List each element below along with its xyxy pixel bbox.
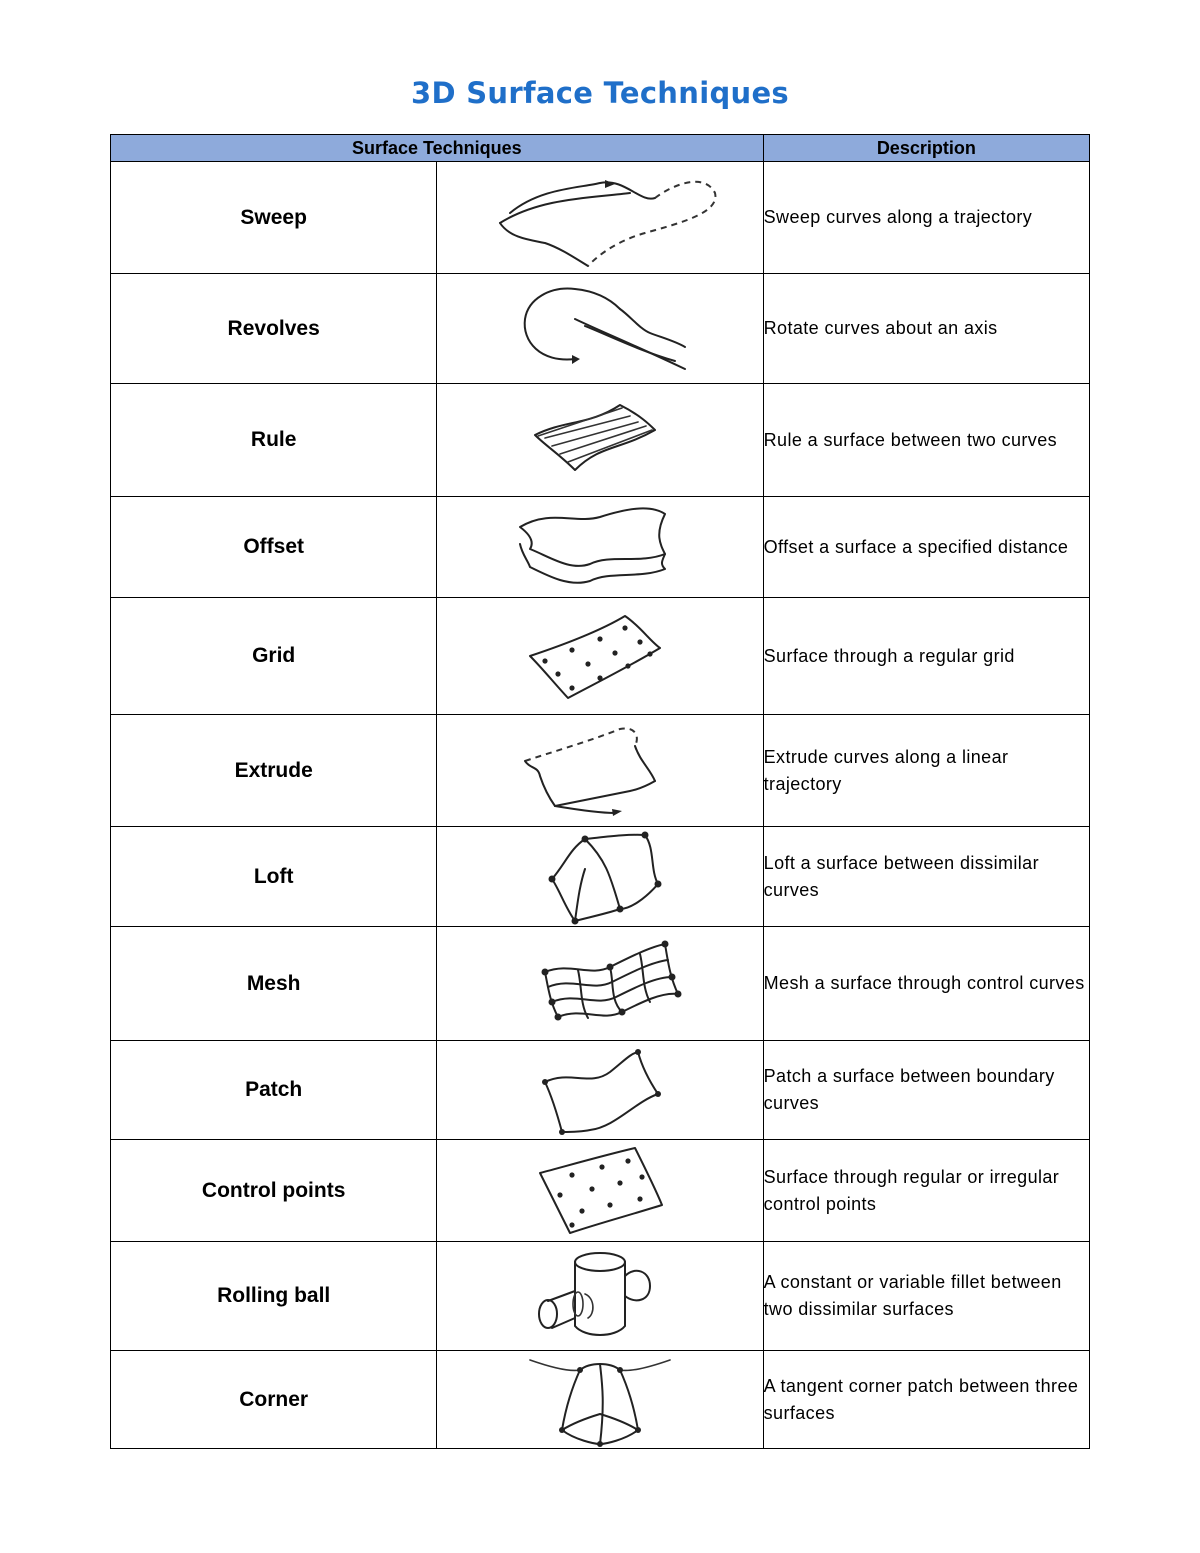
technique-name: Loft	[111, 827, 437, 927]
technique-name: Rolling ball	[111, 1242, 437, 1351]
technique-description: Offset a surface a specified distance	[763, 497, 1089, 598]
technique-illustration	[437, 384, 763, 497]
control-points-sketch-icon	[510, 1143, 690, 1239]
table-row	[111, 1140, 1090, 1242]
table-row	[111, 497, 1090, 598]
table-row	[111, 1351, 1090, 1449]
table-row	[111, 274, 1090, 384]
technique-illustration	[437, 1041, 763, 1140]
technique-illustration	[437, 1242, 763, 1351]
table-row	[111, 1041, 1090, 1140]
header-surface-techniques: Surface Techniques	[111, 135, 764, 162]
technique-description: A constant or variable fillet between two dissimilar surfaces	[763, 1242, 1089, 1351]
technique-name: Rule	[111, 384, 437, 497]
technique-description: Extrude curves along a linear trajectory	[763, 715, 1089, 827]
technique-description: Rule a surface between two curves	[763, 384, 1089, 497]
offset-sketch-icon	[490, 499, 710, 595]
technique-description: Patch a surface between boundary curves	[763, 1041, 1089, 1140]
table-row	[111, 1242, 1090, 1351]
technique-name: Offset	[111, 497, 437, 598]
technique-illustration	[437, 827, 763, 927]
loft-sketch-icon	[510, 829, 690, 925]
page-title: 3D Surface Techniques	[411, 76, 789, 110]
technique-description: Mesh a surface through control curves	[763, 927, 1089, 1041]
technique-illustration	[437, 162, 763, 274]
technique-description: Surface through regular or irregular control points	[763, 1140, 1089, 1242]
table-row	[111, 384, 1090, 497]
technique-illustration	[437, 927, 763, 1041]
technique-description: Sweep curves along a trajectory	[763, 162, 1089, 274]
technique-illustration	[437, 598, 763, 715]
table-header-row	[111, 135, 1090, 162]
rolling-ball-sketch-icon	[510, 1246, 690, 1346]
technique-description: Surface through a regular grid	[763, 598, 1089, 715]
technique-name: Extrude	[111, 715, 437, 827]
technique-illustration	[437, 1140, 763, 1242]
corner-sketch-icon	[510, 1352, 690, 1448]
mesh-sketch-icon	[510, 932, 690, 1036]
rule-sketch-icon	[490, 390, 710, 490]
sweep-sketch-icon	[480, 168, 720, 268]
grid-sketch-icon	[500, 606, 700, 706]
technique-name: Grid	[111, 598, 437, 715]
table-row	[111, 162, 1090, 274]
technique-illustration	[437, 715, 763, 827]
table-row	[111, 927, 1090, 1041]
techniques-table	[110, 134, 1090, 1449]
extrude-sketch-icon	[500, 721, 700, 821]
revolve-sketch-icon	[480, 281, 720, 377]
patch-sketch-icon	[510, 1042, 690, 1138]
technique-description: Rotate curves about an axis	[763, 274, 1089, 384]
table-row	[111, 827, 1090, 927]
technique-name: Sweep	[111, 162, 437, 274]
technique-name: Patch	[111, 1041, 437, 1140]
table-row	[111, 598, 1090, 715]
technique-illustration	[437, 497, 763, 598]
technique-name: Corner	[111, 1351, 437, 1449]
technique-illustration	[437, 274, 763, 384]
header-description: Description	[763, 135, 1089, 162]
technique-description: A tangent corner patch between three surfaces	[763, 1351, 1089, 1449]
technique-name: Control points	[111, 1140, 437, 1242]
technique-name: Revolves	[111, 274, 437, 384]
technique-name: Mesh	[111, 927, 437, 1041]
technique-illustration	[437, 1351, 763, 1449]
technique-description: Loft a surface between dissimilar curves	[763, 827, 1089, 927]
table-row	[111, 715, 1090, 827]
